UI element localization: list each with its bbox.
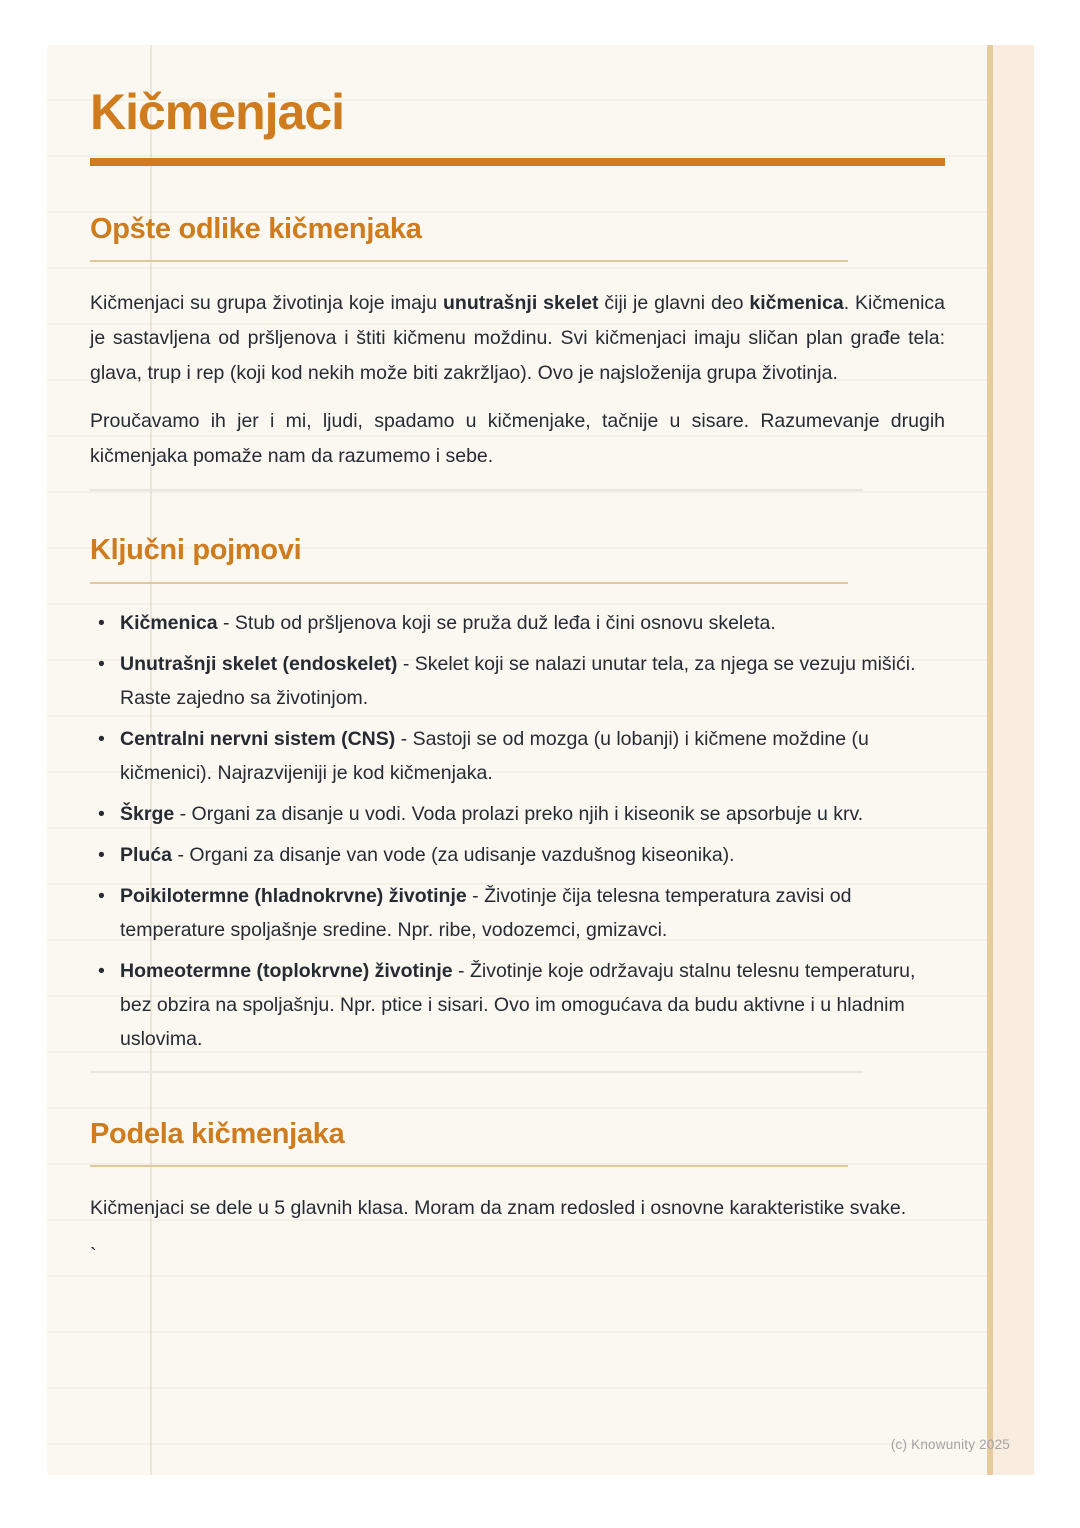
term-definition: - Životinje čija telesna temperatura zavisi od temperature spoljašnje sredine. Npr. ribe, vodozemci, gmizavci. [120,884,852,941]
section-heading-terms: Ključni pojmovi [90,534,302,567]
term-name: Kičmenica [120,611,218,634]
key-terms-list [90,606,945,1056]
list-item [90,722,945,790]
term-name: Poikilotermne (hladnokrvne) životinje [120,884,467,907]
term-definition: - Sastoji se od mozga (u lobanji) i kičmene moždine (u kičmenici). Najrazvijeniji je kod kičmenjaka. [120,727,869,784]
list-item [90,954,945,1056]
stray-backtick: ` [90,1245,97,1268]
list-item [90,647,945,715]
term-name: Škrge [120,802,175,825]
term-name: Unutrašnji skelet (endoskelet) [120,652,398,675]
list-item [90,879,945,947]
term-name: Homeotermne (toplokrvne) životinje [120,959,453,982]
paragraph-general-1: Kičmenjaci su grupa životinja koje imaju unutrašnji skelet čiji je glavni deo kičmenica. Kičmenica je sastavljena od pršljenova i štiti kičmenu moždinu. Svi kičmenjaci imaju sličan plan građe tela: glava, trup i rep (koji kod nekih može biti zakržljao). Ovo je najsloženija grupa životinja. [90,292,945,385]
term-name: Centralni nervni sistem (CNS) [120,727,396,750]
heading-underline-division [90,1165,848,1167]
note-title: Kičmenjaci [90,84,345,140]
copyright-footer: (c) Knowunity 2025 [890,1437,1010,1452]
list-item [90,797,945,831]
section-heading-division: Podela kičmenjaka [90,1117,345,1150]
paragraph-general-2: Proučavamo ih jer i mi, ljudi, spadamo u kičmenjake, tačnije u sisare. Razumevanje drugih kičmenjaka pomaže nam da razumemo i sebe. [90,410,945,468]
list-item [90,606,945,640]
side-accent-strip [987,45,1034,1475]
section-heading-general: Opšte odlike kičmenjaka [90,213,422,245]
paragraph-division: Kičmenjaci se dele u 5 glavnih klasa. Moram da znam redosled i osnovne karakteristike svake. [90,1197,907,1220]
heading-underline-general [90,260,848,262]
section-divider [90,1071,863,1073]
title-rule [90,158,945,166]
term-definition: - Organi za disanje van vode (za udisanje vazdušnog kiseonika). [172,843,735,866]
term-name: Pluća [120,843,173,866]
term-definition: - Životinje koje održavaju stalnu telesnu temperaturu, bez obzira na spoljašnju. Npr. ptice i sisari. Ovo im omogućava da budu aktivne i u hladnim uslovima. [120,959,916,1050]
section-divider [90,489,863,491]
list-item [90,838,945,872]
note-sheet [47,45,1034,1475]
term-definition: - Stub od pršljenova koji se pruža duž leđa i čini osnovu skeleta. [217,611,776,634]
term-definition: - Skelet koji se nalazi unutar tela, za njega se vezuju mišići. Raste zajedno sa životinjom. [120,652,916,709]
heading-underline-terms [90,582,848,584]
note-content [90,45,945,1270]
term-definition: - Organi za disanje u vodi. Voda prolazi preko njih i kiseonik se apsorbuje u krv. [174,802,864,825]
